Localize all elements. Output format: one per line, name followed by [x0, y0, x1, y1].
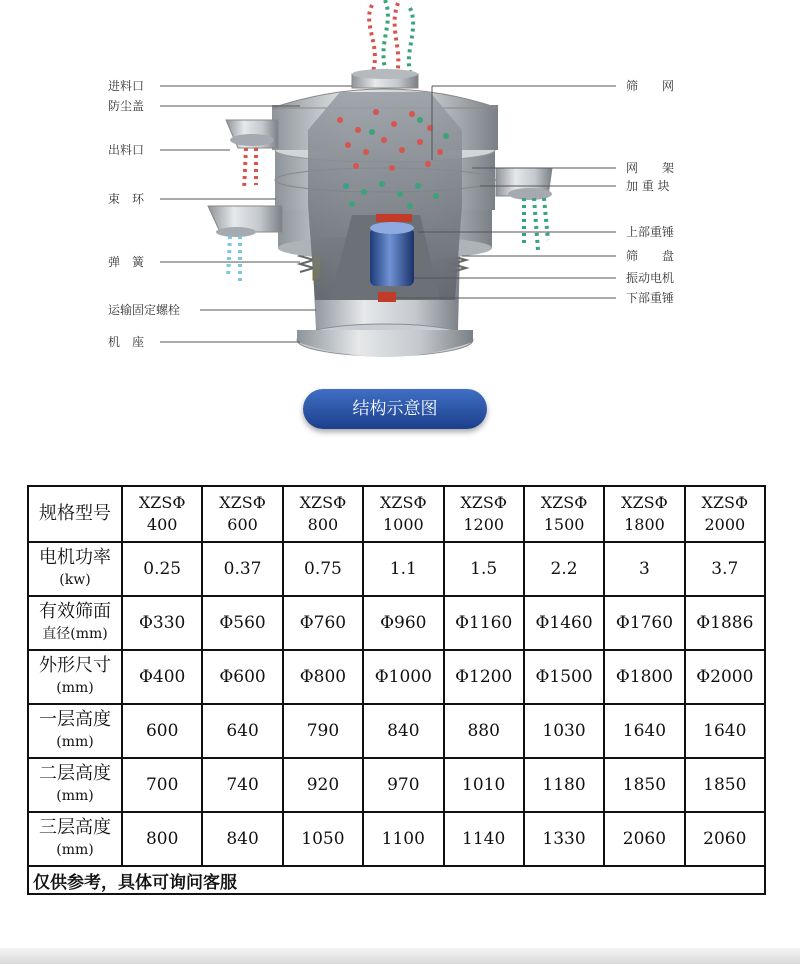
table-row	[28, 596, 765, 650]
label-vibration-motor: 振动电机	[626, 271, 675, 285]
table-row	[28, 812, 765, 866]
row-label-cell: 有效筛面 直径(mm)	[28, 596, 122, 650]
value-cell: Φ1200	[444, 650, 524, 704]
label-upper-weight: 上部重锤	[626, 225, 675, 239]
value-cell: 880	[444, 704, 524, 758]
value-cell: Φ330	[122, 596, 202, 650]
value-cell: Φ1886	[685, 596, 765, 650]
table-row	[28, 704, 765, 758]
value-cell: Φ1500	[524, 650, 604, 704]
value-cell: 600	[122, 704, 202, 758]
table-row	[28, 650, 765, 704]
value-cell: Φ1760	[604, 596, 684, 650]
label-lower-weight: 下部重锤	[626, 291, 675, 305]
row-label-cell: 外形尺寸 (mm)	[28, 650, 122, 704]
value-cell: 1850	[604, 758, 684, 812]
diagram-caption-button: 结构示意图	[303, 389, 487, 429]
label-clamp-ring: 束 环	[108, 192, 145, 206]
table-note-row	[28, 866, 765, 894]
value-cell: 1050	[283, 812, 363, 866]
label-mesh-frame: 网 架	[626, 161, 675, 175]
table-row	[28, 542, 765, 596]
value-cell: 0.37	[202, 542, 282, 596]
value-cell: Φ1160	[444, 596, 524, 650]
value-cell: Φ760	[283, 596, 363, 650]
value-cell: Φ2000	[685, 650, 765, 704]
label-spring: 弹 簧	[108, 255, 145, 269]
model-cell: XZSΦ 1000	[363, 486, 443, 542]
value-cell: 800	[122, 812, 202, 866]
value-cell: 1140	[444, 812, 524, 866]
row-label-cell: 二层高度 (mm)	[28, 758, 122, 812]
label-screen-tray: 筛 盘	[626, 249, 675, 263]
note-cell: 仅供参考，具体可询问客服	[28, 866, 765, 894]
model-cell: XZSΦ 1800	[604, 486, 684, 542]
label-dust-cover: 防尘盖	[108, 99, 145, 113]
value-cell: Φ1460	[524, 596, 604, 650]
value-cell: 790	[283, 704, 363, 758]
bottom-gradient-bar	[0, 948, 800, 964]
value-cell: 3.7	[685, 542, 765, 596]
row-label-cell: 一层高度 (mm)	[28, 704, 122, 758]
value-cell: 1640	[685, 704, 765, 758]
value-cell: Φ800	[283, 650, 363, 704]
value-cell: 1.1	[363, 542, 443, 596]
value-cell: 840	[363, 704, 443, 758]
model-cell: XZSΦ 800	[283, 486, 363, 542]
model-cell: XZSΦ 600	[202, 486, 282, 542]
specification-table	[27, 485, 766, 895]
value-cell: 740	[202, 758, 282, 812]
model-cell: XZSΦ 400	[122, 486, 202, 542]
table-row	[28, 758, 765, 812]
label-base: 机 座	[108, 335, 145, 349]
label-inlet: 进料口	[108, 79, 145, 93]
value-cell: Φ600	[202, 650, 282, 704]
value-cell: Φ560	[202, 596, 282, 650]
feed-particles	[369, 0, 413, 78]
value-cell: 1180	[524, 758, 604, 812]
header-label-cell: 规格型号	[28, 486, 122, 542]
value-cell: 1850	[685, 758, 765, 812]
value-cell: 2060	[685, 812, 765, 866]
value-cell: Φ400	[122, 650, 202, 704]
model-cell: XZSΦ 2000	[685, 486, 765, 542]
row-label-cell: 三层高度 (mm)	[28, 812, 122, 866]
label-transport-bolt: 运输固定螺栓	[108, 303, 181, 317]
value-cell: 1.5	[444, 542, 524, 596]
value-cell: Φ960	[363, 596, 443, 650]
table-header-row	[28, 486, 765, 542]
structure-diagram	[0, 0, 800, 450]
table-body	[28, 542, 765, 866]
model-cell: XZSΦ 1200	[444, 486, 524, 542]
value-cell: 2.2	[524, 542, 604, 596]
label-screen-mesh: 筛 网	[626, 79, 675, 93]
value-cell: 920	[283, 758, 363, 812]
value-cell: 0.75	[283, 542, 363, 596]
label-outlet: 出料口	[108, 143, 145, 157]
value-cell: Φ1800	[604, 650, 684, 704]
value-cell: 1030	[524, 704, 604, 758]
value-cell: 0.25	[122, 542, 202, 596]
value-cell: 1640	[604, 704, 684, 758]
value-cell: 2060	[604, 812, 684, 866]
vibrating-screen-illustration	[0, 0, 800, 380]
row-label-cell: 电机功率 (kw)	[28, 542, 122, 596]
value-cell: 970	[363, 758, 443, 812]
value-cell: 1330	[524, 812, 604, 866]
value-cell: 840	[202, 812, 282, 866]
value-cell: 700	[122, 758, 202, 812]
value-cell: 3	[604, 542, 684, 596]
value-cell: 640	[202, 704, 282, 758]
value-cell: Φ1000	[363, 650, 443, 704]
value-cell: 1010	[444, 758, 524, 812]
value-cell: 1100	[363, 812, 443, 866]
label-weight-block: 加 重 块	[626, 179, 670, 193]
model-cell: XZSΦ 1500	[524, 486, 604, 542]
